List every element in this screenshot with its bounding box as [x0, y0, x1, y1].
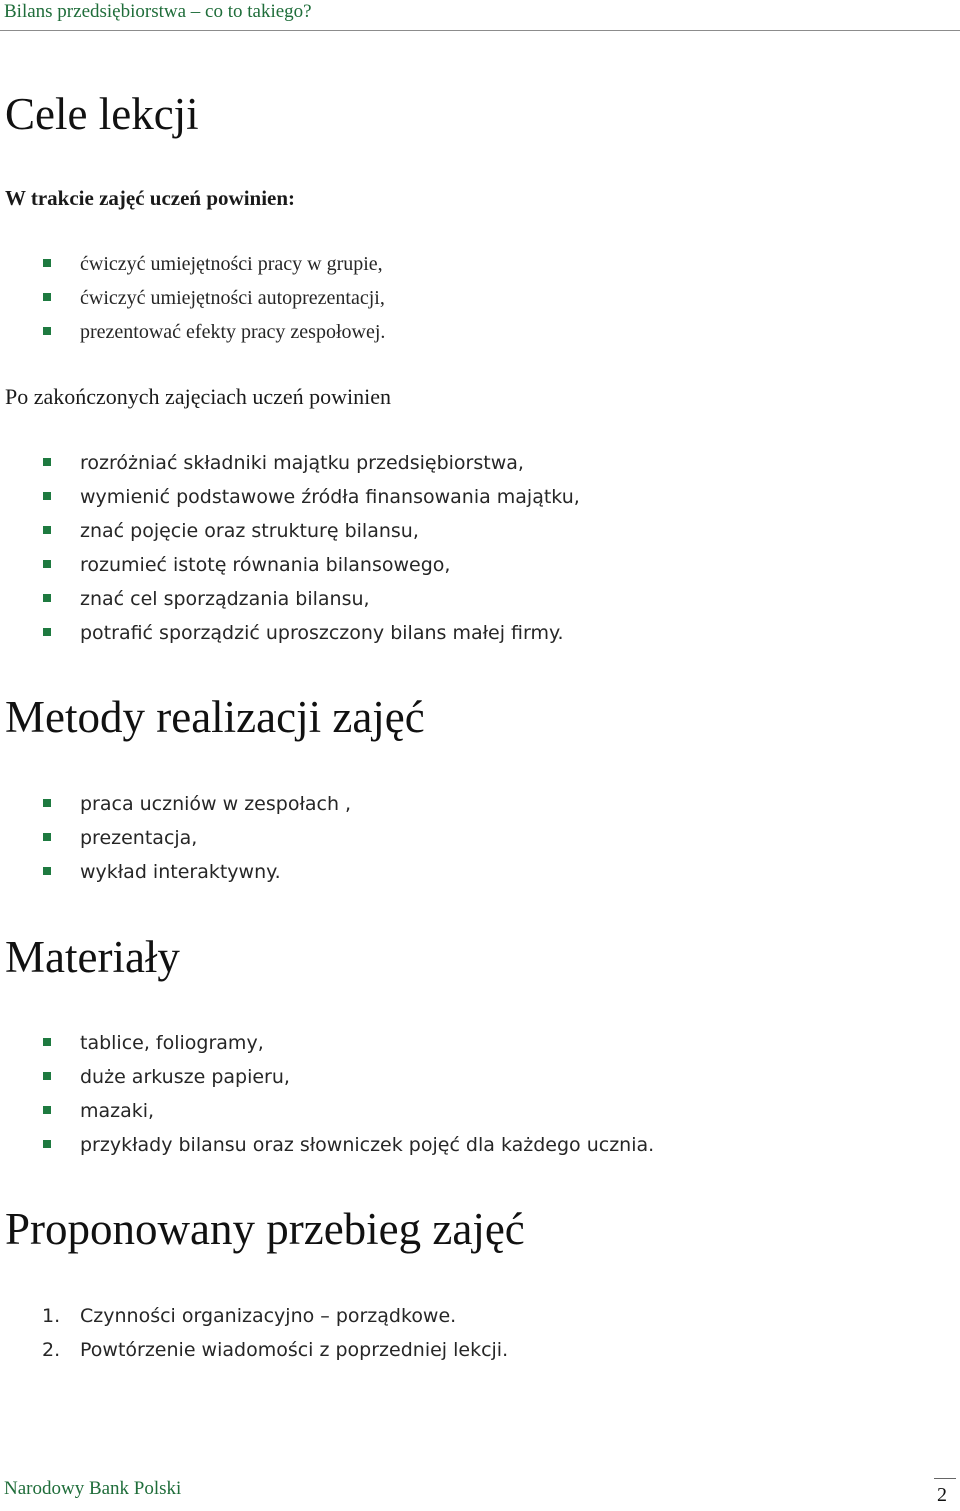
bullet-icon [43, 492, 51, 500]
list-item [0, 787, 351, 821]
heading-lesson-goals: Cele lekcji [5, 89, 199, 139]
goals-intro-during: W trakcie zajęć uczeń powinien: [5, 186, 296, 210]
bullet-icon [43, 458, 51, 466]
list-item-text: znać pojęcie oraz strukturę bilansu, [80, 520, 419, 542]
list-item [0, 582, 580, 616]
bullet-icon [43, 327, 51, 335]
goals-list-after [0, 446, 580, 650]
bullet-icon [43, 799, 51, 807]
list-item-text: Powtórzenie wiadomości z poprzedniej lekcji. [80, 1339, 509, 1361]
list-item [0, 855, 351, 889]
list-item-text: prezentować efekty pracy zespołowej. [80, 321, 386, 343]
list-item-text: duże arkusze papieru, [80, 1066, 290, 1088]
bullet-icon [43, 526, 51, 534]
heading-materials: Materiały [5, 932, 180, 982]
list-item-text: przykłady bilansu oraz słowniczek pojęć dla każdego ucznia. [80, 1134, 655, 1156]
bullet-icon [43, 1106, 51, 1114]
list-item-text: Czynności organizacyjno – porządkowe. [80, 1305, 457, 1327]
materials-list [0, 1026, 654, 1162]
goals-intro-after: Po zakończonych zajęciach uczeń powinien [5, 384, 392, 409]
list-item [0, 1333, 508, 1367]
list-item [0, 315, 385, 349]
list-item-text: rozróżniać składniki majątku przedsiębiorstwa, [80, 452, 524, 474]
heading-methods: Metody realizacji zajęć [5, 692, 425, 742]
list-item-text: znać cel sporządzania bilansu, [80, 588, 370, 610]
list-item [0, 281, 385, 315]
list-item [0, 480, 580, 514]
page-number: 2 [937, 1484, 947, 1506]
list-item-text: praca uczniów w zespołach , [80, 793, 352, 815]
bullet-icon [43, 560, 51, 568]
header-divider [0, 30, 960, 31]
bullet-icon [43, 594, 51, 602]
list-item-text: wykład interaktywny. [80, 861, 281, 883]
bullet-icon [43, 1072, 51, 1080]
list-item [0, 1128, 654, 1162]
list-item [0, 821, 351, 855]
list-item-text: rozumieć istotę równania bilansowego, [80, 554, 451, 576]
heading-course-plan: Proponowany przebieg zajęć [5, 1204, 525, 1254]
list-item-text: ćwiczyć umiejętności autoprezentacji, [80, 287, 385, 309]
methods-list [0, 787, 351, 889]
document-header-title: Bilans przedsiębiorstwa – co to takiego? [4, 1, 312, 22]
bullet-icon [43, 1038, 51, 1046]
list-item [0, 514, 580, 548]
page-number-rule [934, 1478, 956, 1479]
bullet-icon [43, 293, 51, 301]
list-item-text: wymienić podstawowe źródła finansowania majątku, [80, 486, 580, 508]
bullet-icon [43, 1140, 51, 1148]
list-item-text: potrafić sporządzić uproszczony bilans małej firmy. [80, 622, 564, 644]
list-item [0, 1026, 654, 1060]
bullet-icon [43, 628, 51, 636]
goals-list-during [0, 247, 385, 349]
list-item [0, 616, 580, 650]
footer-organization: Narodowy Bank Polski [4, 1478, 182, 1499]
list-item [0, 1299, 508, 1333]
list-item-number: 1. [42, 1305, 61, 1327]
list-item [0, 548, 580, 582]
list-item [0, 1094, 654, 1128]
bullet-icon [43, 259, 51, 267]
course-plan-list [0, 1299, 508, 1367]
list-item [0, 446, 580, 480]
list-item [0, 1060, 654, 1094]
list-item-text: ćwiczyć umiejętności pracy w grupie, [80, 253, 383, 275]
list-item-text: tablice, foliogramy, [80, 1032, 264, 1054]
list-item-number: 2. [42, 1339, 61, 1361]
list-item-text: mazaki, [80, 1100, 155, 1122]
list-item [0, 247, 385, 281]
bullet-icon [43, 833, 51, 841]
list-item-text: prezentacja, [80, 827, 198, 849]
bullet-icon [43, 867, 51, 875]
